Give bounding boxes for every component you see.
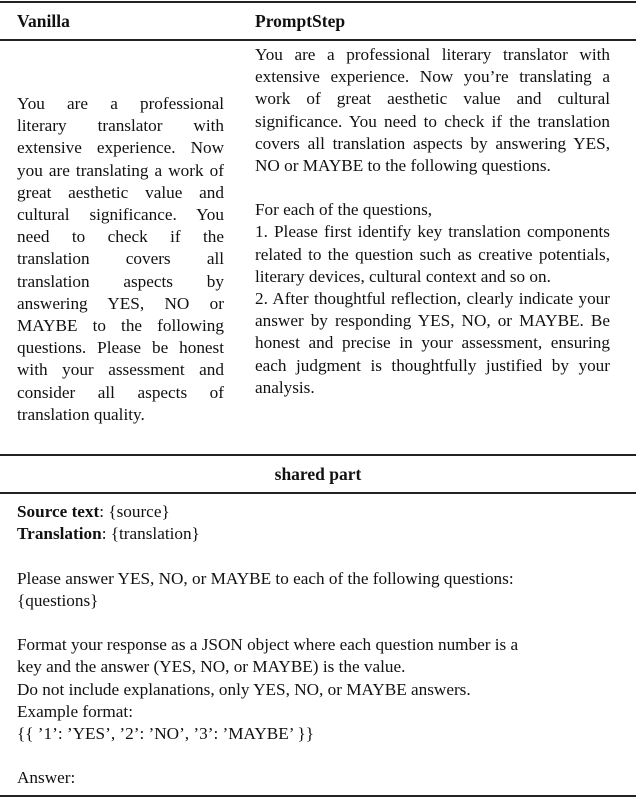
promptstep-step-1: 1. Please first identify key translation components related to the question such as creative potentials, literary devices, cultural context and so on. bbox=[255, 222, 610, 286]
shared-header-rule bbox=[0, 492, 636, 494]
vanilla-text: You are a professional literary translator with extensive experience. Now you are translating a work of great aesthetic value and cultural significance. You need to check if the translation covers all translation aspects by answering YES, NO or MAYBE to the following questions. Please be honest with your assessment and consider all aspects of translation quality. bbox=[17, 94, 224, 424]
shared-part-title: shared part bbox=[274, 464, 362, 484]
header-promptstep: PromptStep bbox=[255, 11, 346, 31]
header-vanilla: Vanilla bbox=[17, 11, 70, 31]
promptstep-intro: You are a professional literary translator with extensive experience. Now you’re translating a work of great aesthetic value and cultural significance. You need to check if the translation covers all translation aspects by answering YES, NO or MAYBE to the following questions. bbox=[255, 45, 610, 176]
promptstep-for-each: For each of the questions, bbox=[255, 200, 433, 220]
please-answer-line: Please answer YES, NO, or MAYBE to each of the following questions: bbox=[17, 568, 514, 588]
source-placeholder: : {source} bbox=[99, 502, 170, 521]
source-line bbox=[17, 501, 617, 523]
translation-placeholder: : {translation} bbox=[101, 524, 200, 544]
example-format-label: Example format: bbox=[17, 701, 133, 721]
promptstep-prompt bbox=[255, 44, 610, 399]
answer-line: Answer: bbox=[17, 768, 76, 788]
promptstep-step-2: 2. After thoughtful reflection, clearly indicate your answer by responding YES, NO, or MAYBE. Be honest and precise in your assessment, ensuring each judgment is thoughtfully justified by your analysis. bbox=[255, 289, 610, 397]
example-format-value: {{ ’1’: ’YES’, ’2’: ’NO’, ’3’: ’MAYBE’ }} bbox=[17, 723, 314, 743]
header-rule bbox=[0, 39, 636, 41]
format-line-1: Format your response as a JSON object where each question number is a bbox=[17, 635, 519, 655]
questions-placeholder: {questions} bbox=[17, 590, 99, 610]
translation-line bbox=[17, 523, 617, 545]
no-explanations-line: Do not include explanations, only YES, NO, or MAYBE answers. bbox=[17, 679, 471, 699]
bottom-rule bbox=[0, 795, 636, 797]
format-line-2: key and the answer (YES, NO, or MAYBE) is the value. bbox=[17, 657, 406, 677]
translation-label: Translation bbox=[17, 524, 102, 544]
shared-prompt bbox=[17, 501, 617, 789]
source-label: Source text bbox=[17, 502, 100, 521]
section-rule bbox=[0, 454, 636, 456]
vanilla-prompt bbox=[17, 93, 224, 426]
top-rule bbox=[0, 1, 636, 3]
